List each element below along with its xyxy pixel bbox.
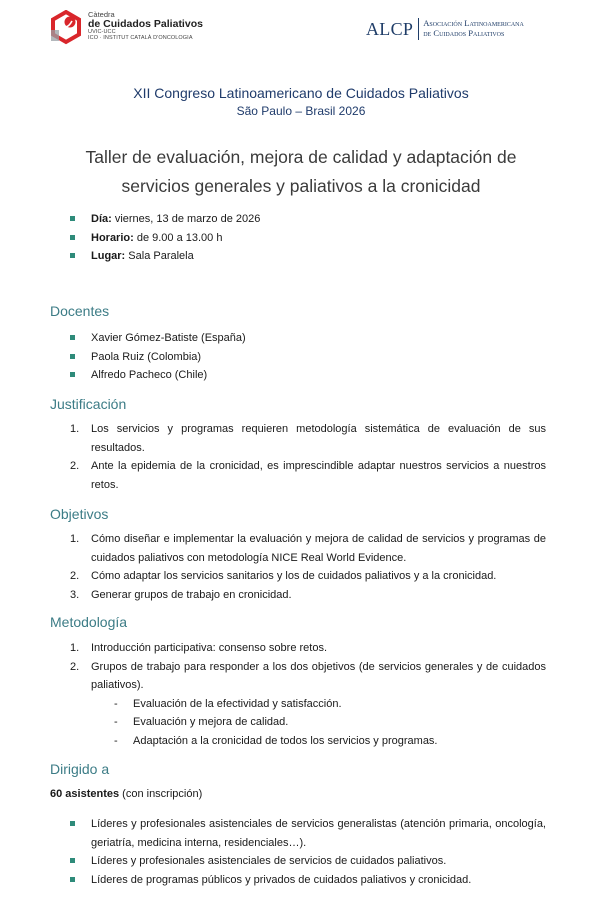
workshop-title-line1: Taller de evaluación, mejora de calidad y adaptación de <box>85 147 517 167</box>
alcp-full-name <box>423 19 524 38</box>
catedra-emblem-icon <box>48 10 84 46</box>
bullet-icon <box>70 372 75 377</box>
list-item: Xavier Gómez-Batiste (España) <box>0 329 546 348</box>
sub-list-item: - Adaptación a la cronicidad de todos los servicios y programas. <box>114 734 438 747</box>
section-heading-dirigido: Dirigido a <box>50 761 110 777</box>
section-heading-docentes: Docentes <box>50 303 110 319</box>
list-item: 2. Grupos de trabajo para responder a los dos objetivos (de servicios generales y de cuidados paliativos). <box>70 660 546 691</box>
alcp-abbreviation: ALCP <box>366 18 414 39</box>
detail-day: Día: viernes, 13 de marzo de 2026 <box>0 210 546 229</box>
bullet-icon <box>70 253 75 258</box>
alcp-divider <box>418 18 419 40</box>
list-item: Líderes y profesionales asistenciales de servicios generalistas (atención primaria, oncología, geriatría, medicina interna, residenciales…). <box>0 815 546 852</box>
list-item: Paola Ruiz (Colombia) <box>0 348 546 367</box>
attendees-count: 60 asistentes (con inscripción) <box>50 788 203 800</box>
congress-title: XII Congreso Latinoamericano de Cuidados Paliativos <box>133 85 469 101</box>
list-item: 3. Generar grupos de trabajo en cronicidad. <box>70 588 292 601</box>
list-item: Líderes y profesionales asistenciales de servicios de cuidados paliativos. <box>0 852 546 871</box>
alcp-name-line1: Asociación Latinoamericana <box>423 18 524 29</box>
detail-time: Horario: de 9.00 a 13.00 h <box>0 229 546 248</box>
catedra-name: de Cuidados Paliativos <box>88 17 203 30</box>
alcp-logo <box>366 18 524 40</box>
bullet-icon <box>70 354 75 359</box>
bullet-icon <box>70 858 75 863</box>
section-heading-objetivos: Objetivos <box>50 506 109 522</box>
metodologia-list <box>0 639 602 750</box>
list-item: 1. Introducción participativa: consenso sobre retos. <box>70 642 328 654</box>
bullet-icon <box>70 216 75 221</box>
list-item: Alfredo Pacheco (Chile) <box>0 366 546 385</box>
bullet-icon <box>70 877 75 882</box>
list-item: 2. Ante la epidemia de la cronicidad, es imprescindible adaptar nuestros servicios a nuestros retos. <box>70 460 546 491</box>
congress-location: São Paulo – Brasil 2026 <box>236 104 366 118</box>
justificacion-list <box>0 420 602 494</box>
section-heading-justificacion: Justificación <box>50 396 127 412</box>
list-item: 1. Los servicios y programas requieren metodología sistemática de evaluación de sus resultados. <box>70 423 546 454</box>
dirigido-list <box>0 815 602 889</box>
catedra-logo <box>48 10 203 46</box>
page-header <box>0 0 602 60</box>
section-heading-metodologia: Metodología <box>50 614 128 630</box>
catedra-sub2: ICO · INSTITUT CATALÀ D'ONCOLOGIA <box>88 34 193 41</box>
docentes-list <box>0 329 602 385</box>
objetivos-list <box>0 530 602 604</box>
bullet-icon <box>70 235 75 240</box>
catedra-sub1: UVIC-UCC <box>88 28 116 35</box>
bullet-icon <box>70 335 75 340</box>
list-item: 1. Cómo diseñar e implementar la evaluación y mejora de calidad de servicios y programas de cuidados paliativos con metodología NICE Real World Evidence. <box>70 533 546 564</box>
sub-list-item: - Evaluación de la efectividad y satisfacción. <box>114 697 342 710</box>
catedra-label: Càtedra <box>88 10 115 19</box>
list-item: Líderes de programas públicos y privados de cuidados paliativos y cronicidad. <box>0 871 546 890</box>
sub-list-item: - Evaluación y mejora de calidad. <box>114 716 289 728</box>
workshop-title-line2: servicios generales y paliativos a la cronicidad <box>121 176 481 196</box>
alcp-name-line2: de Cuidados Paliativos <box>423 28 505 38</box>
workshop-title <box>30 143 572 201</box>
bullet-icon <box>70 821 75 826</box>
event-details <box>0 210 602 266</box>
detail-place: Lugar: Sala Paralela <box>0 247 546 266</box>
list-item: 2. Cómo adaptar los servicios sanitarios y los de cuidados paliativos y a la cronicidad. <box>70 570 497 582</box>
